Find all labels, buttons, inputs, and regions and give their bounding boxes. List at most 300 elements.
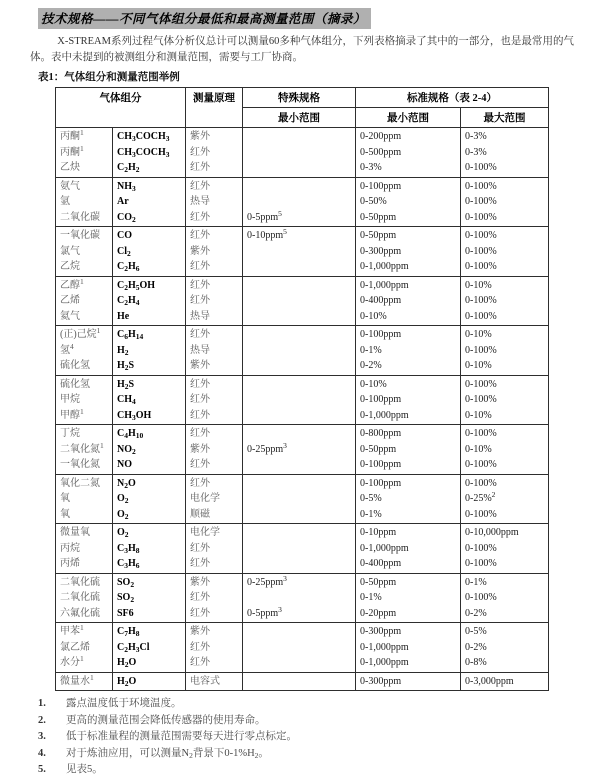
footnote-number: 5. <box>38 764 46 775</box>
cell-line: 0-100% <box>465 196 497 207</box>
cell-line: 0-100% <box>465 459 497 470</box>
cell-line: $C_2H_4$ <box>117 295 140 307</box>
cell-line: 红外 <box>190 409 210 421</box>
cell-line: 0-100% <box>465 508 497 520</box>
std-min-cell <box>356 177 461 227</box>
cell-line: 红外 <box>190 657 210 668</box>
cell-line: 丙烯 <box>60 558 80 569</box>
table-row-group <box>56 177 549 227</box>
name-cell <box>56 227 113 277</box>
cell-line: 丙烷 <box>60 542 80 554</box>
cell-line: 紫外 <box>190 131 210 142</box>
principle-cell <box>186 425 243 475</box>
cell-line: 红外 <box>190 230 210 241</box>
cell-line: $H_2O$ <box>117 675 137 688</box>
cell-line: $H_2$ <box>117 344 129 357</box>
cell-line <box>247 129 351 145</box>
std-max-cell <box>461 276 549 326</box>
cell-line <box>247 491 351 507</box>
cell-line: 红外 <box>190 459 210 470</box>
std-min-cell <box>356 474 461 524</box>
cell-line <box>247 293 351 309</box>
footnote-number: 2. <box>38 714 46 726</box>
cell-line: 氯乙烯 <box>60 641 90 653</box>
formula-cell <box>113 326 186 376</box>
cell-line: 甲苯$^1$ <box>60 623 84 637</box>
cell-line: $C_2H_3Cl$ <box>117 641 150 654</box>
footnote-text: 低于标准量程的测量范围需要每天进行零点标定。 <box>66 731 297 742</box>
cell-line: 0-200ppm <box>360 131 402 142</box>
cell-line: 0-10ppm$^5$ <box>247 227 287 241</box>
std-max-cell <box>461 375 549 425</box>
footnote-item <box>38 713 574 730</box>
std-max-cell <box>461 177 549 227</box>
cell-line: 0-100% <box>465 428 497 439</box>
name-cell <box>56 375 113 425</box>
special-cell <box>243 326 356 376</box>
footnote-item <box>38 762 574 779</box>
cell-line: 0-50ppm <box>360 230 397 241</box>
cell-line: 0-50ppm <box>360 211 397 223</box>
cell-line: 紫外 <box>190 576 210 588</box>
cell-line: 红外 <box>190 329 210 340</box>
special-cell <box>243 425 356 475</box>
cell-line <box>247 507 351 523</box>
cell-line: 0-400ppm <box>360 558 402 569</box>
cell-line: 氦气 <box>60 310 80 322</box>
std-max-cell <box>461 623 549 673</box>
cell-line: $Cl_2$ <box>117 245 131 258</box>
cell-line: 甲醇$^1$ <box>60 406 84 421</box>
table-row-group <box>56 474 549 524</box>
cell-line: 红外 <box>190 261 210 272</box>
header-standard-max-range: 最大范围 <box>461 108 549 128</box>
cell-line: 0-2% <box>465 607 487 619</box>
cell-line: 0-100% <box>465 211 497 223</box>
cell-line: 红外 <box>190 378 210 390</box>
cell-line: 0-3% <box>360 162 382 173</box>
cell-line: $CH_3COCH_3$ <box>117 131 170 143</box>
principle-cell <box>186 128 243 178</box>
formula-cell <box>113 375 186 425</box>
cell-line: 微量水$^1$ <box>60 672 94 687</box>
formula-cell <box>113 524 186 574</box>
cell-line: 0-1% <box>360 592 382 603</box>
cell-line: 电化学 <box>190 493 220 504</box>
cell-line: 0-100% <box>465 378 497 390</box>
cell-line: 红外 <box>190 180 210 192</box>
cell-line: 紫外 <box>190 245 210 257</box>
cell-line: 二氧化硫 <box>60 592 100 603</box>
cell-line: 0-100% <box>465 310 497 322</box>
cell-line: 热导 <box>190 344 210 356</box>
cell-line: 红外 <box>190 592 210 603</box>
cell-line: 0-10% <box>360 378 387 390</box>
cell-line: 0-1,000ppm <box>360 279 409 291</box>
cell-line <box>247 179 351 195</box>
cell-line: 红外 <box>190 295 210 306</box>
formula-cell <box>113 474 186 524</box>
principle-cell <box>186 474 243 524</box>
cell-line: $O_2$ <box>117 527 129 539</box>
table-row-group <box>56 623 549 673</box>
cell-line: 0-100% <box>465 180 497 192</box>
std-min-cell <box>356 524 461 574</box>
cell-line: 0-100% <box>465 394 497 405</box>
table-row-group <box>56 425 549 475</box>
cell-line: 0-100ppm <box>360 180 402 192</box>
principle-cell <box>186 573 243 623</box>
cell-line: 0-25ppm$^3$ <box>247 573 287 588</box>
cell-line: 红外 <box>190 146 210 158</box>
cell-line: $H_2O$ <box>117 657 137 669</box>
cell-line: 0-100% <box>465 261 497 272</box>
formula-cell <box>113 672 186 691</box>
cell-line <box>247 408 351 424</box>
cell-line: 热导 <box>190 310 210 322</box>
cell-line: 氧 <box>60 508 70 520</box>
cell-line: 0-50% <box>360 196 387 207</box>
cell-line: 0-100% <box>465 230 497 241</box>
std-max-cell <box>461 524 549 574</box>
std-min-cell <box>356 672 461 691</box>
cell-line <box>247 160 351 176</box>
cell-line: 红外 <box>190 607 210 619</box>
cell-line: 0-100% <box>465 344 497 356</box>
cell-line: 丙酮$^1$ <box>60 128 84 142</box>
cell-line: 0-2% <box>465 641 487 653</box>
cell-line: 红外 <box>190 558 210 569</box>
cell-line: 0-10% <box>465 360 492 371</box>
footnote-item <box>38 746 574 763</box>
name-cell <box>56 128 113 178</box>
cell-line: 0-5ppm$^5$ <box>247 208 282 223</box>
special-cell <box>243 474 356 524</box>
name-cell <box>56 177 113 227</box>
principle-cell <box>186 623 243 673</box>
cell-line: 0-10% <box>465 443 492 455</box>
cell-line: 0-100ppm <box>360 394 402 405</box>
cell-line: 0-5% <box>465 626 487 637</box>
cell-line: 水分$^1$ <box>60 654 84 668</box>
cell-line: 0-100% <box>465 558 497 569</box>
footnote-number: 4. <box>38 747 46 759</box>
cell-line: 乙醇$^1$ <box>60 276 84 291</box>
cell-line: 0-10% <box>360 310 387 322</box>
cell-line <box>247 377 351 393</box>
cell-line: 0-1,000ppm <box>360 409 409 421</box>
cell-line <box>247 194 351 210</box>
std-max-cell <box>461 425 549 475</box>
special-cell <box>243 227 356 277</box>
principle-cell <box>186 177 243 227</box>
cell-line: 丙酮$^1$ <box>60 143 84 158</box>
cell-line: NO <box>117 459 132 470</box>
cell-line: 0-1,000ppm <box>360 261 409 272</box>
cell-line: 0-1,000ppm <box>360 542 409 554</box>
table-caption: 表1：气体组分和测量范围举例 <box>38 72 180 83</box>
intro-paragraph: X-STREAM系列过程气体分析仪总计可以测量60多种气体组分，下列表格摘录了其中的一部分，也是最常用的气体。表中未提到的被测组分和测量范围，需要与工厂协商。 <box>30 36 574 63</box>
cell-line <box>247 590 351 606</box>
cell-line: 0-100ppm <box>360 459 402 470</box>
cell-line: 0-1% <box>465 576 487 588</box>
cell-line: 0-100% <box>465 162 497 173</box>
cell-line: 一氧化碳 <box>60 230 100 241</box>
cell-line: 0-10ppm <box>360 527 397 538</box>
std-min-cell <box>356 573 461 623</box>
cell-line: (正)己烷$^1$ <box>60 326 101 340</box>
cell-line: 六氟化硫 <box>60 607 100 619</box>
cell-line: $C_3H_8$ <box>117 542 140 555</box>
cell-line: 0-20ppm <box>360 607 397 619</box>
cell-line: 0-1,000ppm <box>360 641 409 653</box>
cell-line <box>247 655 351 671</box>
cell-line: 氩 <box>60 196 70 207</box>
cell-line <box>247 457 351 473</box>
principle-cell <box>186 375 243 425</box>
std-min-cell <box>356 326 461 376</box>
cell-line: 氧化二氮 <box>60 477 100 489</box>
footnote-item <box>38 696 574 713</box>
std-min-cell <box>356 128 461 178</box>
cell-line: 红外 <box>190 211 210 223</box>
table-body <box>56 128 549 691</box>
formula-cell <box>113 128 186 178</box>
footnote-number: 3. <box>38 731 46 742</box>
table-row-group <box>56 276 549 326</box>
special-cell <box>243 623 356 673</box>
name-cell <box>56 623 113 673</box>
cell-line: 乙炔 <box>60 162 80 173</box>
formula-cell <box>113 623 186 673</box>
cell-line: 0-5% <box>360 493 382 504</box>
cell-line <box>247 343 351 359</box>
cell-line: 二氧化氮$^1$ <box>60 440 104 455</box>
cell-line: 红外 <box>190 428 210 439</box>
cell-line: 0-50ppm <box>360 576 397 588</box>
cell-line: 0-10% <box>465 279 492 291</box>
cell-line: 0-100% <box>465 295 497 306</box>
table-row-group <box>56 326 549 376</box>
cell-line: He <box>117 310 130 322</box>
cell-line: 0-800ppm <box>360 428 402 439</box>
table-row-group <box>56 524 549 574</box>
cell-line: $C_2H_6$ <box>117 261 140 273</box>
special-cell <box>243 128 356 178</box>
special-cell <box>243 375 356 425</box>
page-title: 技术规格——不同气体组分最低和最高测量范围（摘录） <box>38 8 371 29</box>
cell-line: 0-50ppm <box>360 443 397 455</box>
cell-line: 热导 <box>190 196 210 207</box>
cell-line: $O_2$ <box>117 493 129 505</box>
cell-line <box>247 525 351 541</box>
cell-line <box>247 392 351 408</box>
formula-cell <box>113 425 186 475</box>
cell-line: 0-3,000ppm <box>465 675 514 687</box>
cell-line: SF6 <box>117 607 134 619</box>
cell-line: 0-100% <box>465 245 497 257</box>
footnote-text: 露点温度低于环境温度。 <box>66 698 182 709</box>
header-special-min-range: 最小范围 <box>243 108 356 128</box>
special-cell <box>243 276 356 326</box>
header-special-spec: 特殊规格 <box>243 88 356 108</box>
cell-line <box>247 556 351 572</box>
std-max-cell <box>461 227 549 277</box>
special-cell <box>243 573 356 623</box>
cell-line: 氧 <box>60 493 70 504</box>
cell-line: 红外 <box>190 162 210 173</box>
cell-line: CO <box>117 230 132 241</box>
cell-line: $C_7H_8$ <box>117 626 140 638</box>
cell-line: 紫外 <box>190 443 210 455</box>
cell-line: $C_2H_5OH$ <box>117 279 156 292</box>
cell-line: $H_2S$ <box>117 378 135 391</box>
footnote-item <box>38 729 574 746</box>
std-max-cell <box>461 672 549 691</box>
table-row-group <box>56 375 549 425</box>
cell-line: 红外 <box>190 641 210 653</box>
cell-line: 丁烷 <box>60 428 80 439</box>
name-cell <box>56 326 113 376</box>
std-min-cell <box>356 227 461 277</box>
cell-line: 微量氧 <box>60 527 90 538</box>
cell-line: 0-100ppm <box>360 329 402 340</box>
cell-line: 0-100ppm <box>360 477 402 489</box>
cell-line <box>247 259 351 275</box>
cell-line: 0-10% <box>465 329 492 340</box>
cell-line: $CH_3OH$ <box>117 409 152 422</box>
name-cell <box>56 474 113 524</box>
formula-cell <box>113 276 186 326</box>
formula-cell <box>113 227 186 277</box>
std-min-cell <box>356 375 461 425</box>
cell-line: 0-100% <box>465 477 497 489</box>
cell-line: 0-1,000ppm <box>360 657 409 668</box>
header-measurement-principle: 测量原理 <box>186 88 243 128</box>
cell-line: $N_2O$ <box>117 477 136 490</box>
cell-line: 硫化氢 <box>60 360 90 371</box>
table-row-group <box>56 672 549 691</box>
special-cell <box>243 524 356 574</box>
cell-line <box>247 674 351 690</box>
cell-line: 红外 <box>190 477 210 489</box>
principle-cell <box>186 276 243 326</box>
cell-line: $C_4H_{10}$ <box>117 428 144 440</box>
cell-line: 二氧化碳 <box>60 211 100 223</box>
footnote-text: 见表5。 <box>66 764 103 775</box>
name-cell <box>56 672 113 691</box>
cell-line <box>247 541 351 557</box>
cell-line <box>247 327 351 343</box>
cell-line: 0-500ppm <box>360 146 402 158</box>
cell-line: 氢$^4$ <box>60 341 74 356</box>
cell-line: 电容式 <box>190 675 220 687</box>
cell-line: 0-25%$^2$ <box>465 490 496 504</box>
cell-line <box>247 309 351 325</box>
cell-line: 硫化氢 <box>60 378 90 390</box>
cell-line: 0-10% <box>465 409 492 421</box>
cell-line: 红外 <box>190 279 210 291</box>
cell-line: 红外 <box>190 394 210 405</box>
cell-line <box>247 278 351 294</box>
cell-line: $CO_2$ <box>117 211 136 224</box>
cell-line: 0-100% <box>465 592 497 603</box>
cell-line: $SO_2$ <box>117 592 135 604</box>
gas-measurement-table <box>55 87 549 691</box>
footnote-text: 更高的测量范围会降低传感器的使用寿命。 <box>66 714 266 726</box>
cell-line: 0-300ppm <box>360 245 402 257</box>
principle-cell <box>186 326 243 376</box>
cell-line: 0-100% <box>465 542 497 554</box>
principle-cell <box>186 524 243 574</box>
cell-line: 0-300ppm <box>360 675 402 687</box>
cell-line: 甲烷 <box>60 394 80 405</box>
footnote-text: 对于炼油应用，可以测量$N_2$背景下$0-1\%H_2$。 <box>66 747 269 760</box>
principle-cell <box>186 227 243 277</box>
cell-line: 0-300ppm <box>360 626 402 637</box>
cell-line: 0-1% <box>360 508 382 520</box>
table-row-group <box>56 227 549 277</box>
formula-cell <box>113 177 186 227</box>
header-standard-spec: 标准规格（表 2-4） <box>356 88 549 108</box>
special-cell <box>243 177 356 227</box>
cell-line: 0-10,000ppm <box>465 527 519 538</box>
cell-line <box>247 624 351 640</box>
formula-cell <box>113 573 186 623</box>
std-max-cell <box>461 474 549 524</box>
cell-line <box>247 640 351 656</box>
special-cell <box>243 672 356 691</box>
std-min-cell <box>356 623 461 673</box>
cell-line: $CH_4$ <box>117 394 136 406</box>
std-max-cell <box>461 573 549 623</box>
cell-line: 紫外 <box>190 626 210 637</box>
cell-line: 0-3% <box>465 146 487 158</box>
cell-line: 二氧化硫 <box>60 576 100 588</box>
cell-line <box>247 145 351 161</box>
cell-line: 0-3% <box>465 131 487 142</box>
cell-line: $NH_3$ <box>117 180 136 193</box>
table-header <box>56 88 549 128</box>
std-max-cell <box>461 128 549 178</box>
cell-line: $C_2H_2$ <box>117 162 140 174</box>
cell-line <box>247 244 351 260</box>
cell-line: $CH_3COCH_3$ <box>117 146 170 159</box>
cell-line: 0-5ppm$^3$ <box>247 604 282 619</box>
table-row-group <box>56 573 549 623</box>
name-cell <box>56 276 113 326</box>
name-cell <box>56 524 113 574</box>
cell-line: 氯气 <box>60 245 80 257</box>
cell-line: $C_6H_{14}$ <box>117 329 144 341</box>
cell-line <box>247 476 351 492</box>
cell-line: 0-1% <box>360 344 382 356</box>
std-min-cell <box>356 425 461 475</box>
cell-line: $O_2$ <box>117 508 129 521</box>
header-gas-component: 气体组分 <box>56 88 186 128</box>
cell-line: 0-8% <box>465 657 487 668</box>
cell-line: 0-400ppm <box>360 295 402 306</box>
name-cell <box>56 425 113 475</box>
std-max-cell <box>461 326 549 376</box>
cell-line <box>247 358 351 374</box>
cell-line: 顺磁 <box>190 508 210 520</box>
cell-line: 紫外 <box>190 360 210 371</box>
cell-line: 氨气 <box>60 180 80 192</box>
principle-cell <box>186 672 243 691</box>
cell-line <box>247 426 351 442</box>
cell-line: 乙烯 <box>60 295 80 306</box>
